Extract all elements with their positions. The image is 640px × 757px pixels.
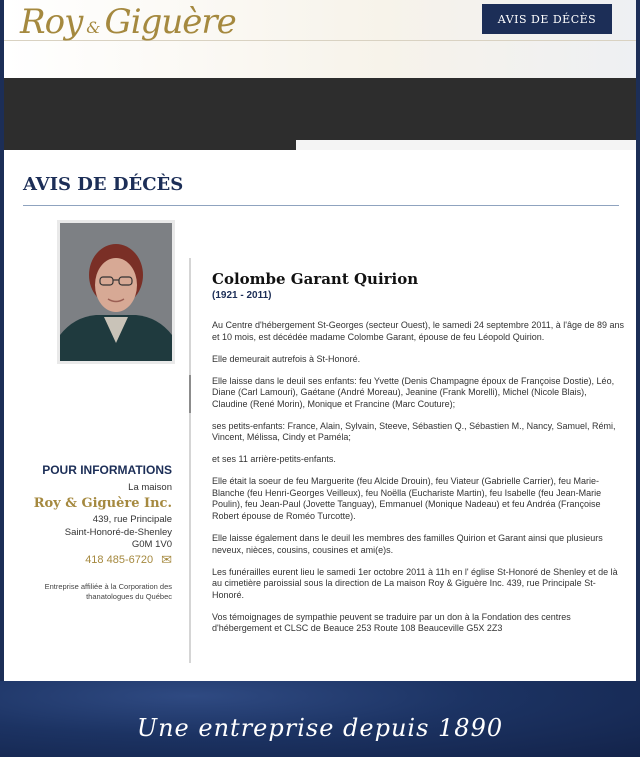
deceased-photo [57, 220, 175, 364]
obituary-paragraph: et ses 11 arrière-petits-enfants. [212, 454, 336, 465]
portrait-image [60, 223, 172, 361]
obituary-paragraph: Vos témoignages de sympathie peuvent se traduire par un don à la Fondation des centres d'hébergement et CLSC de Beauce 253 Route 108 Beauceville G5X 2Z3 [212, 611, 571, 634]
obituary-text [212, 320, 624, 645]
info-prefix: La maison [128, 482, 172, 493]
deceased-years: (1921 - 2011) [212, 290, 272, 301]
content-divider [189, 258, 191, 663]
affiliation-note: Entreprise affiliée à la Corporation des thanatologues du Québec [44, 582, 172, 601]
postal-code: G0M 1V0 [131, 539, 172, 550]
hero-band-notch [296, 140, 636, 150]
phone-number[interactable]: 418 485-6720 [85, 554, 154, 566]
obituary-paragraph: Au Centre d'hébergement St-Georges (secteur Ouest), le samedi 24 septembre 2011, à l'âge de 89 ans et 10 mois, est décédée madame Colombe Garant, épouse de feu Léopold Quirion. [212, 320, 625, 342]
company-address [65, 514, 172, 552]
obituary-paragraph: Elle était la soeur de feu Marguerite (feu Alcide Drouin), feu Viateur (Gabrielle Carrier), feu Marie-Blanche (feu Henri-Georges Veilleux), feu Noëlla (Euchariste Martin), feu Isabelle (feu Jean-Marie Poulin), feu Jean-Paul (Jovette Tanguay), Emmanuel (Monique Nadeau) et feu Andréa (Françoise Robert épouse de Roméo Turcotte). [212, 476, 602, 522]
title-divider [23, 205, 619, 206]
page-title: AVIS DE DÉCÈS [23, 174, 184, 195]
obituary-paragraph: Les funérailles eurent lieu le samedi 1er octobre 2011 à 11h en l' église St-Honoré de Shenley et de là au cimetière paroissial sous la direction de La maison Roy & Giguère Inc. 439, rue Principale St-Honoré. [212, 566, 618, 600]
obituary-paragraph: Elle laisse dans le deuil ses enfants: feu Yvette (Denis Champagne époux de Françoise Dostie), Léo, Diane (Carl Lamouri), Gaétane (André Moreau), Jeanine (Frank Morelli), Michel (Nicole Blais), Claudine (René Morin), Monique et Francine (Marc Couture); [212, 375, 615, 409]
logo-text-roy: Roy [20, 2, 83, 42]
address-line-2: Saint-Honoré-de-Shenley [64, 526, 172, 538]
address-line-1: 439, rue Principale [92, 514, 172, 525]
obituary-paragraph: Elle laisse également dans le deuil les membres des familles Quirion et Garant ainsi que plusieurs neveux, nièces, cousins, cousines et ami(e)s. [212, 533, 603, 555]
deceased-name: Colombe Garant Quirion [212, 270, 419, 288]
nav-avis-de-deces-button[interactable]: AVIS DE DÉCÈS [482, 4, 612, 34]
obituary-paragraph: ses petits-enfants: France, Alain, Sylvain, Steeve, Sébastien Q., Sébastien M., Nancy, Samuel, Rémi, Vincent, Mélissa, Cindy et Paméla; [212, 420, 616, 443]
obituary-paragraph: Elle demeurait autrefois à St-Honoré. [212, 353, 361, 364]
company-name: Roy & Giguère Inc. [33, 496, 172, 511]
content-divider-marker [189, 375, 191, 413]
contact-row [85, 552, 172, 568]
logo-text-giguere: Giguère [104, 2, 236, 42]
footer-tagline: Une entreprise depuis 1890 [136, 714, 504, 742]
site-logo[interactable] [20, 2, 236, 54]
info-heading: POUR INFORMATIONS [42, 463, 172, 477]
envelope-icon[interactable]: ✉ [161, 552, 172, 567]
logo-ampersand: & [86, 18, 101, 37]
